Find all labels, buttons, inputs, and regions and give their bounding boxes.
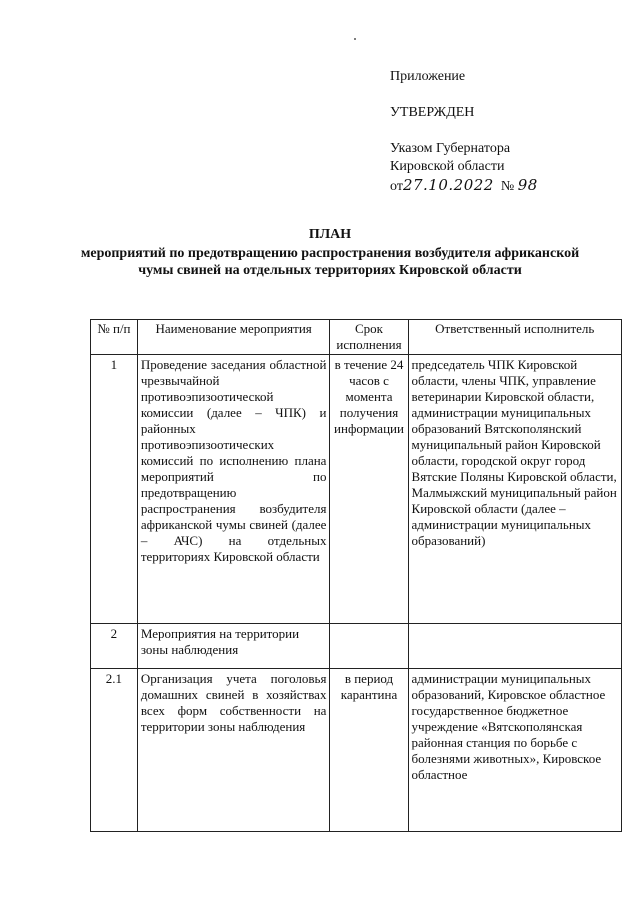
handwritten-number: 98 bbox=[517, 176, 538, 194]
date-prefix: от bbox=[390, 179, 403, 194]
table-header-row bbox=[91, 320, 622, 355]
appendix-label: Приложение bbox=[390, 69, 466, 84]
approved-label: УТВЕРЖДЕН bbox=[390, 105, 475, 120]
plan-subtitle: мероприятий по предотвращению распространения возбудителя африканской чумы свиней на отдельных территориях Кировской области bbox=[80, 246, 580, 278]
row-activity: Организация учета поголовья домашних свиней в хозяйствах всех форм собственности на территории зоны наблюдения bbox=[137, 669, 330, 832]
row-number: 2 bbox=[91, 624, 138, 669]
row-responsible: администрации муниципальных образований, Кировское областное государственное бюджетное учреждение «Вятскополянская районная станция по борьбе с болезнями животных», Кировское областное bbox=[408, 669, 621, 832]
number-prefix: № bbox=[500, 179, 515, 194]
header-term: Срок исполнения bbox=[330, 320, 408, 355]
row-responsible: председатель ЧПК Кировской области, члены ЧПК, управление ветеринарии Кировской области, администрации муниципальных образований Вятскополянский муниципальный район Кировской области, городской округ город Вятские Поляны Кировской области, Малмыжский муниципальный район Кировской области (далее – администрации муниципальных образований) bbox=[408, 355, 621, 624]
decree-line-2: Кировской области bbox=[390, 159, 505, 174]
row-number: 1 bbox=[91, 355, 138, 624]
table-row bbox=[91, 669, 622, 832]
handwritten-date: 27.10.2022 bbox=[402, 176, 494, 194]
row-responsible bbox=[408, 624, 621, 669]
header-responsible: Ответственный исполнитель bbox=[408, 320, 621, 355]
table-row bbox=[91, 355, 622, 624]
approval-block bbox=[390, 68, 538, 196]
scan-speck bbox=[354, 38, 356, 40]
decree-line-1: Указом Губернатора bbox=[390, 141, 511, 156]
header-number: № п/п bbox=[91, 320, 138, 355]
header-name: Наименование мероприятия bbox=[137, 320, 330, 355]
document-title bbox=[80, 226, 580, 279]
row-activity: Проведение заседания областной чрезвычайной противоэпизоотической комиссии (далее – ЧПК) и районных противоэпизоотических комиссий по исполнению плана мероприятий по предотвращению распространения возбудителя африканской чумы свиней (далее – АЧС) на отдельных территориях Кировской области bbox=[137, 355, 330, 624]
decree-date-line bbox=[390, 176, 538, 196]
table-row bbox=[91, 624, 622, 669]
row-activity: Мероприятия на территории зоны наблюдения bbox=[137, 624, 330, 669]
row-term: в течение 24 часов с момента получения информации bbox=[330, 355, 408, 624]
row-number: 2.1 bbox=[91, 669, 138, 832]
row-term bbox=[330, 624, 408, 669]
plan-table bbox=[90, 319, 622, 832]
plan-heading: ПЛАН bbox=[308, 227, 352, 242]
row-term: в период карантина bbox=[330, 669, 408, 832]
